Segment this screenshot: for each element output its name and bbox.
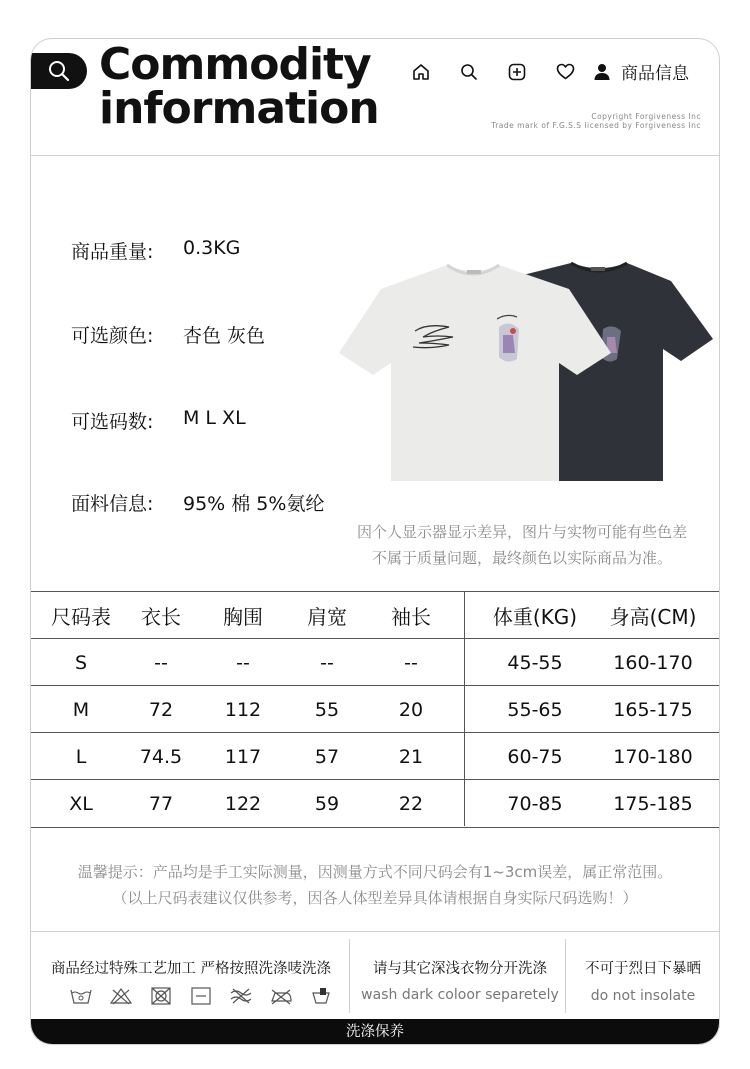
table-cell: 117 xyxy=(224,745,262,768)
separate-wash-subtitle: wash dark coloor separetely xyxy=(361,987,559,1003)
care-instruction-title: 商品经过特殊工艺加工 严格按照洗涤唛洗涤 xyxy=(50,961,332,977)
color-note-line-1: 因个人显示器显示差异，图片与实物可能有些色差 xyxy=(356,523,687,541)
color-difference-note xyxy=(331,519,713,571)
table-cell: -- xyxy=(154,651,168,674)
table-header-cell: 体重(KG) xyxy=(492,605,578,629)
title-line-1: Commodity xyxy=(99,39,371,90)
no-iron-icon xyxy=(261,985,301,1007)
care-symbols xyxy=(61,985,341,1007)
table-cell: 160-170 xyxy=(613,651,693,674)
table-cell: 21 xyxy=(398,745,424,768)
table-cell: XL xyxy=(69,792,93,815)
table-cell: 112 xyxy=(224,698,262,721)
table-cell: -- xyxy=(404,651,418,674)
spec-label: 可选颜色: xyxy=(71,325,154,347)
table-row xyxy=(31,685,719,733)
no-sun-title: 不可于烈日下暴晒 xyxy=(585,961,701,977)
table-column-divider xyxy=(464,591,465,826)
table-header-cell: 袖长 xyxy=(391,605,431,629)
copyright-line-2: Trade mark of F.G.S.S licensed by Forgiveness Inc xyxy=(491,121,701,130)
table-cell: 22 xyxy=(398,792,424,815)
color-note-line-2: 不属于质量问题，最终颜色以实际商品为准。 xyxy=(371,549,672,567)
no-bleach-icon xyxy=(101,985,141,1007)
table-cell: L xyxy=(75,745,87,768)
table-cell: 77 xyxy=(148,792,174,815)
table-cell: 55 xyxy=(314,698,340,721)
search-icon xyxy=(48,60,70,82)
table-header-cell: 身高(CM) xyxy=(609,605,697,629)
table-header-row xyxy=(31,591,719,639)
table-header-cell: 尺码表 xyxy=(51,605,111,629)
table-row xyxy=(31,638,719,686)
spec-colors xyxy=(71,321,265,348)
table-cell: M xyxy=(72,698,90,721)
table-cell: 122 xyxy=(224,792,262,815)
top-nav xyxy=(397,59,689,84)
table-header-cell: 肩宽 xyxy=(307,605,347,629)
spec-value: 95% 棉 5%氨纶 xyxy=(183,493,325,515)
table-cell: 72 xyxy=(148,698,174,721)
copyright-note xyxy=(491,112,701,130)
care-column-divider xyxy=(349,939,350,1013)
search-icon[interactable] xyxy=(445,60,493,84)
measurement-tip xyxy=(31,859,719,911)
header-divider xyxy=(31,155,719,156)
table-cell: 55-65 xyxy=(507,698,563,721)
table-row xyxy=(31,779,719,828)
commodity-card xyxy=(30,38,720,1045)
spec-value: 0.3KG xyxy=(183,237,241,259)
user-menu[interactable] xyxy=(593,59,689,84)
measurement-tip-line-1: 温馨提示：产品均是手工实际测量，因测量方式不同尺码会有1~3cm误差，属正常范围。 xyxy=(77,863,673,881)
title-line-2: information xyxy=(99,83,379,134)
table-cell: 175-185 xyxy=(613,792,693,815)
care-column-divider xyxy=(565,939,566,1013)
table-cell: -- xyxy=(320,651,334,674)
table-cell: -- xyxy=(236,651,250,674)
hand-wash-icon xyxy=(61,985,101,1007)
no-dry-clean-icon xyxy=(301,985,341,1007)
spec-sizes xyxy=(71,407,246,434)
table-cell: 60-75 xyxy=(507,745,563,768)
care-divider xyxy=(31,931,719,932)
copyright-line-1: Copyright Forgiveness Inc xyxy=(591,112,701,121)
table-cell: 57 xyxy=(314,745,340,768)
no-wring-icon xyxy=(221,985,261,1007)
user-menu-label: 商品信息 xyxy=(621,64,689,84)
table-cell: 74.5 xyxy=(139,745,183,768)
add-square-icon[interactable] xyxy=(493,60,541,84)
table-cell: 59 xyxy=(314,792,340,815)
no-tumble-dry-icon xyxy=(141,985,181,1007)
heart-icon[interactable] xyxy=(541,60,589,84)
separate-wash-title: 请与其它深浅衣物分开洗涤 xyxy=(373,961,547,977)
spec-label: 面料信息: xyxy=(71,493,154,515)
spec-label: 可选码数: xyxy=(71,411,154,433)
spec-value: 杏色 灰色 xyxy=(183,325,266,347)
table-cell: 70-85 xyxy=(507,792,563,815)
product-image xyxy=(337,257,717,485)
no-sun-subtitle: do not insolate xyxy=(590,988,696,1004)
table-row xyxy=(31,732,719,780)
user-icon xyxy=(593,63,611,81)
table-header-cell: 胸围 xyxy=(223,605,263,629)
table-cell: 165-175 xyxy=(613,698,693,721)
table-cell: 20 xyxy=(398,698,424,721)
spec-fabric xyxy=(71,489,324,516)
table-cell: 45-55 xyxy=(507,651,563,674)
table-cell: 170-180 xyxy=(613,745,693,768)
measurement-tip-line-2: （以上尺码表建议仅供参考，因各人体型差异具体请根据自身实际尺码选购！） xyxy=(112,889,638,907)
search-button[interactable] xyxy=(31,53,87,89)
page-title xyxy=(99,39,379,134)
spec-label: 商品重量: xyxy=(71,241,154,263)
spec-value: M L XL xyxy=(183,407,246,429)
home-icon[interactable] xyxy=(397,60,445,84)
spec-weight xyxy=(71,237,240,264)
table-cell: S xyxy=(74,651,88,674)
table-header-cell: 衣长 xyxy=(141,605,181,629)
care-footer-bar: 洗涤保养 xyxy=(31,1019,719,1045)
line-dry-icon xyxy=(181,985,221,1007)
